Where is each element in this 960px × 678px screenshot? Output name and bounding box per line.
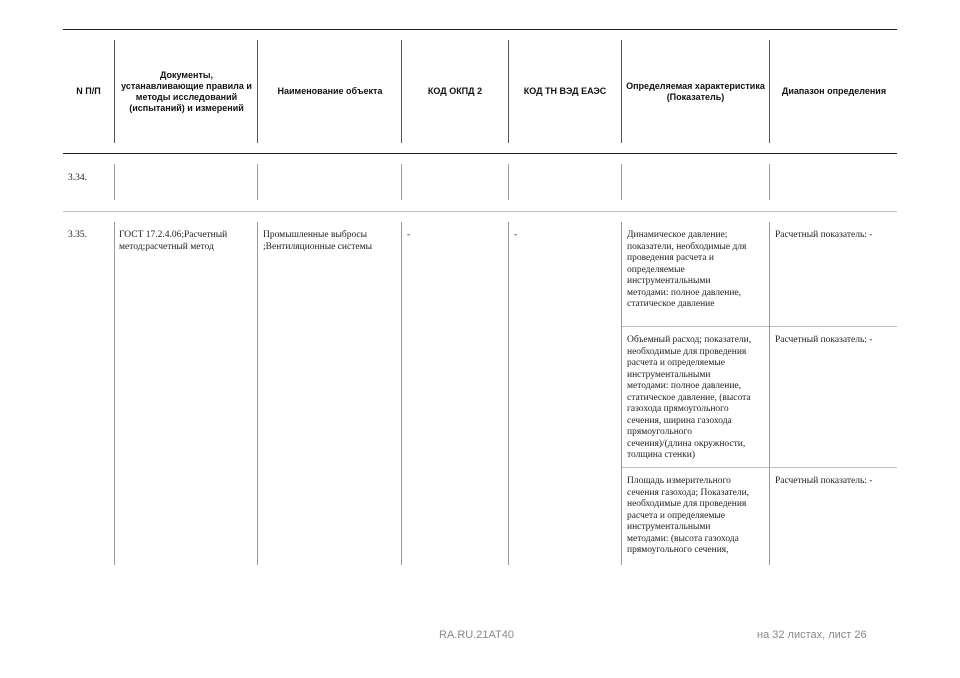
header-tnved: КОД ТН ВЭД ЕАЭС [523,86,607,96]
header-col-divider [114,40,115,143]
row-col-divider [769,222,770,565]
row-col-divider [114,164,115,200]
object-name: Промышленные выбросы ;Вентиляционные системы [263,230,372,252]
row-number: 3.34. [68,173,87,183]
range-value: Расчетный показатель: - [775,230,873,240]
document-code: RA.RU.21АТ40 [439,629,514,641]
header-col-divider [401,40,402,143]
row-divider [63,211,897,212]
characteristic-dynamic-pressure: Динамическое давление; показатели, необходимые для проведения расчета и определяемые инструментальными методами: полное давление, статическое давление [627,230,747,309]
range-value: Расчетный показатель: - [775,335,873,345]
row-col-divider [621,222,622,565]
item-divider [621,326,897,327]
header-range: Диапазон определения [781,86,887,96]
range-value: Расчетный показатель: - [775,476,873,486]
header-col-divider [508,40,509,143]
row-col-divider [114,222,115,565]
row-col-divider [257,164,258,200]
header-col-divider [257,40,258,143]
row-col-divider [401,222,402,565]
header-object-name: Наименование объекта [277,86,383,96]
table-top-border [63,29,897,30]
document-method: ГОСТ 17.2.4.06;Расчетный метод;расчетный метод [119,230,228,252]
header-okpd2: КОД ОКПД 2 [427,86,483,96]
header-bottom-border [63,153,897,154]
row-number: 3.35. [68,230,87,240]
header-documents: Документы, устанавливающие правила и методы исследований (испытаний) и измерений [121,69,252,113]
header-characteristic: Определяемая характеристика (Показатель) [626,80,765,102]
tnved-code: - [514,230,518,240]
row-col-divider [769,164,770,200]
characteristic-volume-flow: Объемный расход; показатели, необходимые для проведения расчета и определяемые инструментальными методами: полное давление, статическое давление, (высота газохода прямоугольного сечения, ширина газохода прямоугольного сечения)/(длина окружности, толщина стенки) [627,335,752,460]
header-col-divider [769,40,770,143]
header-col-divider [621,40,622,143]
row-col-divider [257,222,258,565]
header-num: N П/П [76,86,101,96]
okpd2-code: - [407,230,411,240]
row-col-divider [508,222,509,565]
sheet-info: на 32 листах, лист 26 [757,629,867,641]
row-col-divider [508,164,509,200]
row-col-divider [621,164,622,200]
row-col-divider [401,164,402,200]
item-divider [621,467,897,468]
characteristic-section-area: Площадь измерительного сечения газохода; Показатели, необходимые для проведения расчета и определяемые инструментальными методами: (высота газохода прямоугольного сечения, [627,476,750,555]
